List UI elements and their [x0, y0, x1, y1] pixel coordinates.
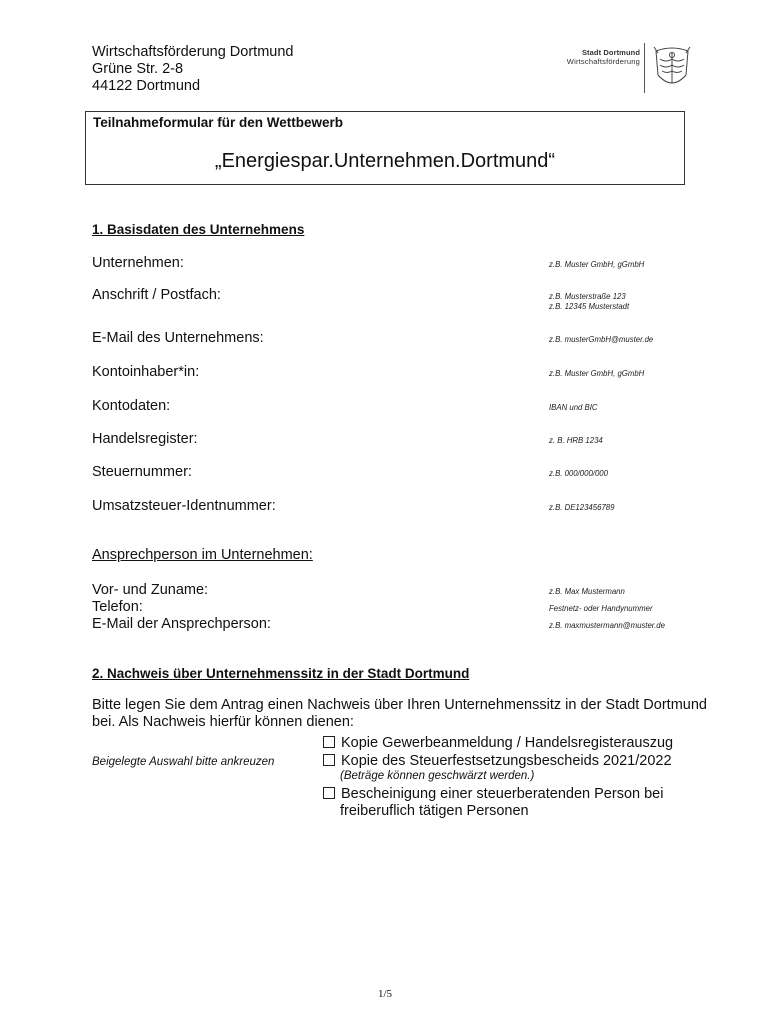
address-line: 44122 Dortmund [92, 78, 201, 94]
field-hint: z.B. 12345 Musterstadt [549, 302, 630, 311]
side-note: Beigelegte Auswahl bitte ankreuzen [92, 756, 275, 768]
field-label: E-Mail des Unternehmens: [92, 330, 264, 346]
field-label: Kontodaten: [92, 398, 171, 414]
field-label: Kontoinhaber*in: [92, 364, 200, 380]
checkbox-icon[interactable] [323, 787, 335, 799]
address-line: Grüne Str. 2-8 [92, 61, 184, 77]
city-logo [568, 43, 698, 95]
option-label: Kopie des Steuerfestsetzungsbescheids 2021/2022 [341, 753, 672, 769]
field-hint: z.B. Muster GmbH, gGmbH [549, 260, 645, 269]
field-hint: z.B. Max Mustermann [549, 587, 625, 596]
logo-text [567, 48, 640, 66]
field-label: Telefon: [92, 599, 143, 615]
logo-divider [644, 43, 645, 93]
section-2-paragraph: Bitte legen Sie dem Antrag einen Nachweis über Ihren Unternehmenssitz in der Stadt Dortmund bei. Als Nachweis hierfür können dienen: [92, 697, 707, 730]
page-number: 1/5 [377, 988, 393, 1000]
option-gewerbeanmeldung[interactable] [323, 735, 673, 752]
option-label: Bescheinigung einer steuerberatenden Person bei [341, 786, 664, 802]
form-subtitle: Teilnahmeformular für den Wettbewerb [93, 115, 344, 130]
field-hint: z.B. 000/000/000 [549, 469, 608, 478]
checkbox-icon[interactable] [323, 754, 335, 766]
field-label: Unternehmen: [92, 255, 184, 271]
section-1-heading: 1. Basisdaten des Unternehmens [92, 222, 305, 237]
field-hint: z. B. HRB 1234 [549, 436, 603, 445]
field-label: Vor- und Zuname: [92, 582, 209, 598]
field-label: Anschrift / Postfach: [92, 287, 221, 303]
section-2-heading: 2. Nachweis über Unternehmenssitz in der Stadt Dortmund [92, 666, 470, 681]
option-note: (Beträge können geschwärzt werden.) [340, 770, 535, 782]
field-label: Umsatzsteuer-Identnummer: [92, 498, 276, 514]
competition-title: „Energiespar.Unternehmen.Dortmund“ [214, 150, 556, 172]
eagle-crest-icon [650, 43, 694, 95]
field-hint: z.B. musterGmbH@muster.de [549, 335, 654, 344]
option-steuerbescheid[interactable] [323, 753, 672, 770]
field-hint: Festnetz- oder Handynummer [549, 604, 653, 613]
address-line: Wirtschaftsförderung Dortmund [92, 44, 294, 60]
field-hint: z.B. Musterstraße 123 [549, 292, 626, 301]
field-hint: IBAN und BIC [549, 403, 598, 412]
field-label: E-Mail der Ansprechperson: [92, 616, 271, 632]
field-label: Steuernummer: [92, 464, 192, 480]
sender-address [92, 44, 293, 95]
option-continuation: freiberuflich tätigen Personen [340, 803, 529, 819]
field-hint: z.B. Muster GmbH, gGmbH [549, 369, 645, 378]
field-hint: z.B. maxmustermann@muster.de [549, 621, 665, 630]
field-label: Handelsregister: [92, 431, 198, 447]
logo-line-2: Wirtschaftsförderung [566, 57, 640, 66]
logo-line-1: Stadt Dortmund [581, 48, 640, 57]
contact-heading: Ansprechperson im Unternehmen: [92, 547, 313, 563]
field-hint: z.B. DE123456789 [549, 503, 615, 512]
title-box [85, 111, 685, 185]
option-label: Kopie Gewerbeanmeldung / Handelsregisterauszug [341, 735, 674, 751]
checkbox-icon[interactable] [323, 736, 335, 748]
option-bescheinigung[interactable] [323, 786, 663, 803]
